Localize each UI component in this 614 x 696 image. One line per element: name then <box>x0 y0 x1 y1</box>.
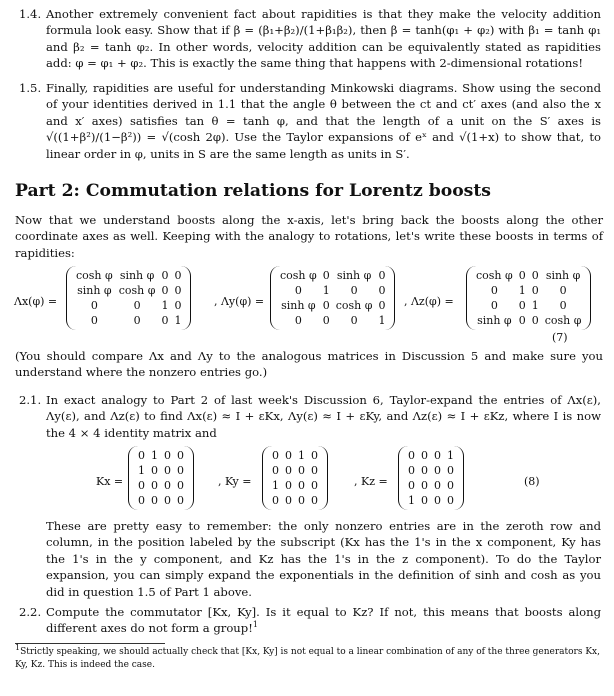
matrix-cell: cosh φ <box>335 299 373 312</box>
matrix-table <box>269 448 321 508</box>
matrix-table <box>405 448 457 508</box>
matrix-row <box>269 493 321 508</box>
matrix-cell: 0 <box>378 284 386 297</box>
matrix-cell: 1 <box>174 314 182 327</box>
matrix-cell: 0 <box>298 479 305 492</box>
matrix-cell: 0 <box>421 449 428 462</box>
matrix-cell: 0 <box>311 449 318 462</box>
item-1-5 <box>19 80 601 162</box>
lambda-z-matrix <box>466 266 591 330</box>
matrix-cell: 0 <box>298 464 305 477</box>
matrix-cell: 0 <box>518 299 526 312</box>
matrix-row <box>73 268 184 283</box>
matrix-cell: 0 <box>133 299 141 312</box>
matrix-cell: sinh φ <box>336 269 372 282</box>
matrix-cell: 0 <box>531 314 539 327</box>
item-number: 1.4. <box>19 7 42 21</box>
matrix-cell: 0 <box>90 314 98 327</box>
matrix-row <box>269 478 321 493</box>
item-2-2 <box>19 604 601 637</box>
matrix-cell: 0 <box>164 494 171 507</box>
matrix-row <box>269 463 321 478</box>
matrix-cell: 0 <box>164 479 171 492</box>
lambda-x-matrix <box>66 266 191 330</box>
matrix-cell: 0 <box>133 314 141 327</box>
footnote-text: Strictly speaking, we should actually check that [Kx, Ky] is not equal to a linear combination of any of the three generators Kx, Ky, Kz. This is indeed the case. <box>15 647 600 670</box>
item-text: Finally, rapidities are useful for understanding Minkowski diagrams. Show using the second of your identities derived in 1.1 that the angle θ between the ct and ct′ axes (and also the x and x′ axes) satisfies tan θ = tanh φ, and that the length of a unit on the S′ axes is √((1+β²)/(1−β²)) = √(cosh 2φ). Use the Taylor expansions of eˣ and √(1+x) to show that, to linear order in φ, units in S are the same length as units in S′. <box>46 81 601 161</box>
matrix-cell: 0 <box>285 494 292 507</box>
matrix-cell: 0 <box>311 464 318 477</box>
matrix-row <box>73 313 184 328</box>
matrix-cell: 0 <box>531 284 539 297</box>
matrix-row <box>135 493 187 508</box>
intro-paragraph: Now that we understand boosts along the x-axis, let's bring back the boosts along the other coordinate axes as well. Keeping with the analogy to rotations, let's write these boosts in terms of rapidities: <box>15 213 603 260</box>
matrix-cell: 0 <box>138 494 145 507</box>
matrix-cell: 1 <box>378 314 386 327</box>
matrix-row <box>405 448 457 463</box>
matrix-cell: 1 <box>161 299 169 312</box>
kz-matrix <box>398 446 464 510</box>
matrix-row <box>277 313 388 328</box>
matrix-cell: 0 <box>350 314 358 327</box>
matrix-cell: 0 <box>151 494 158 507</box>
matrix-cell: 0 <box>434 449 441 462</box>
matrix-cell: 0 <box>408 479 415 492</box>
matrix-cell: 0 <box>490 284 498 297</box>
lambda-y-label: , Λy(φ) = <box>214 295 265 308</box>
matrix-cell: cosh φ <box>118 284 156 297</box>
section-heading: Part 2: Commutation relations for Lorentz boosts <box>15 181 491 201</box>
matrix-cell: cosh φ <box>544 314 582 327</box>
matrix-cell: 0 <box>518 269 526 282</box>
matrix-cell: 0 <box>518 314 526 327</box>
matrix-cell: 0 <box>421 479 428 492</box>
equation-number: (7) <box>552 331 568 344</box>
kx-label: Kx = <box>96 475 124 488</box>
kx-matrix <box>128 446 194 510</box>
matrix-cell: 0 <box>285 449 292 462</box>
matrix-row <box>277 298 388 313</box>
matrix-row <box>73 283 184 298</box>
matrix-cell: 0 <box>272 464 279 477</box>
matrix-cell: 0 <box>421 494 428 507</box>
lambda-z-label: , Λz(φ) = <box>404 295 454 308</box>
matrix-cell: 0 <box>174 299 182 312</box>
matrix-cell: sinh φ <box>477 314 512 327</box>
matrix-row <box>405 493 457 508</box>
matrix-cell: 0 <box>350 284 358 297</box>
matrix-cell: 0 <box>559 299 567 312</box>
matrix-row <box>269 448 321 463</box>
item-text <box>46 604 601 637</box>
matrix-cell: 0 <box>138 449 145 462</box>
matrix-cell: cosh φ <box>76 269 113 282</box>
footnote <box>15 643 603 672</box>
matrix-table <box>277 268 388 328</box>
matrix-cell: sinh φ <box>281 299 316 312</box>
matrix-cell: 0 <box>378 269 386 282</box>
footnote-rule <box>15 643 165 644</box>
matrix-cell: 0 <box>174 284 182 297</box>
item-1-4 <box>19 6 601 72</box>
item-2-1-followup: These are pretty easy to remember: the only nonzero entries are in the zeroth row and column, in the position labeled by the subscript (Kx has the 1's in the x component, Ky has the 1's in the y component, and Kz has the 1's in the z component). To do the Taylor expansion, you can simply expand the exponentials in the definition of sinh and cosh as you did in question 1.5 of Part 1 above. <box>46 519 601 599</box>
matrix-cell: 0 <box>90 299 98 312</box>
matrix-cell: 0 <box>161 269 169 282</box>
matrix-cell: 0 <box>285 479 292 492</box>
item-number: 1.5. <box>19 81 42 95</box>
matrix-cell: 1 <box>151 449 158 462</box>
matrix-cell: cosh φ <box>280 269 317 282</box>
item-2-1 <box>19 392 601 441</box>
matrix-cell: 0 <box>322 299 330 312</box>
matrix-cell: 0 <box>311 479 318 492</box>
matrix-row <box>135 478 187 493</box>
item-text: Another extremely convenient fact about rapidities is that they make the velocity addition formula look easy. Show that if β = (β₁+β₂)/(1+β₁β₂), then β = tanh(φ₁ + φ₂) with β₁ = tanh φ₁ and β₂ = tanh φ₂. In other words, velocity addition can be equivalently stated as rapidities add: φ = φ₁ + φ₂. This is exactly the same thing that happens with 2-dimensional rotations! <box>46 7 601 71</box>
kz-label: , Kz = <box>354 475 388 488</box>
matrix-cell: 1 <box>322 284 330 297</box>
matrix-cell: 0 <box>311 494 318 507</box>
matrix-cell: 0 <box>138 479 145 492</box>
matrix-cell: 0 <box>378 299 386 312</box>
lambda-x-label: Λx(φ) = <box>14 295 58 308</box>
matrix-cell: sinh φ <box>77 284 112 297</box>
matrix-cell: 0 <box>151 479 158 492</box>
matrix-cell: 0 <box>174 269 182 282</box>
matrix-cell: 0 <box>151 464 158 477</box>
matrix-cell: 0 <box>177 449 184 462</box>
matrix-row <box>73 298 184 313</box>
footnote-ref: 1 <box>252 620 258 630</box>
matrix-cell: 0 <box>161 284 169 297</box>
matrix-cell: cosh φ <box>476 269 513 282</box>
matrix-cell: 1 <box>272 479 279 492</box>
item-text-content: Compute the commutator [Kx, Ky]. Is it equal to Kz? If not, this means that boosts along different axes do not form a group! <box>46 605 601 636</box>
compare-paragraph: (You should compare Λx and Λy to the analogous matrices in Discussion 5 and make sure you understand where the nonzero entries go.) <box>15 349 603 380</box>
matrix-cell: 0 <box>490 299 498 312</box>
matrix-row <box>135 463 187 478</box>
matrix-cell: 0 <box>272 494 279 507</box>
matrix-cell: sinh φ <box>119 269 155 282</box>
matrix-cell: 1 <box>531 299 539 312</box>
matrix-cell: 0 <box>434 464 441 477</box>
matrix-cell: 0 <box>294 314 302 327</box>
matrix-row <box>473 283 584 298</box>
matrix-row <box>473 268 584 283</box>
matrix-cell: sinh φ <box>545 269 581 282</box>
matrix-row <box>473 298 584 313</box>
matrix-row <box>277 268 388 283</box>
matrix-cell: 0 <box>177 464 184 477</box>
matrix-cell: 0 <box>177 494 184 507</box>
matrix-cell: 0 <box>447 464 454 477</box>
matrix-cell: 0 <box>559 284 567 297</box>
equation-number: (8) <box>524 475 540 488</box>
matrix-row <box>135 448 187 463</box>
matrix-cell: 0 <box>421 464 428 477</box>
matrix-cell: 0 <box>434 479 441 492</box>
matrix-cell: 0 <box>322 269 330 282</box>
matrix-cell: 0 <box>531 269 539 282</box>
matrix-cell: 0 <box>447 479 454 492</box>
matrix-table <box>473 268 584 328</box>
matrix-cell: 0 <box>177 479 184 492</box>
item-number: 2.1. <box>19 393 42 407</box>
matrix-row <box>405 478 457 493</box>
matrix-cell: 1 <box>518 284 526 297</box>
matrix-cell: 0 <box>447 494 454 507</box>
item-text: In exact analogy to Part 2 of last week's Discussion 6, Taylor-expand the entries of Λx(ε), Λy(ε), and Λz(ε) to find Λx(ε) ≈ I + εKx, Λy(ε) ≈ I + εKy, and Λz(ε) ≈ I + εKz, where I is now the 4 × 4 identity matrix and <box>46 393 601 440</box>
matrix-cell: 0 <box>164 464 171 477</box>
lambda-y-matrix <box>270 266 395 330</box>
item-number: 2.2. <box>19 605 42 619</box>
matrix-cell: 0 <box>408 464 415 477</box>
matrix-cell: 0 <box>408 449 415 462</box>
matrix-row <box>405 463 457 478</box>
matrix-row <box>473 313 584 328</box>
matrix-cell: 0 <box>164 449 171 462</box>
matrix-cell: 1 <box>138 464 145 477</box>
matrix-cell: 0 <box>434 494 441 507</box>
matrix-cell: 1 <box>298 449 305 462</box>
matrix-cell: 0 <box>272 449 279 462</box>
matrix-cell: 0 <box>294 284 302 297</box>
matrix-cell: 1 <box>408 494 415 507</box>
matrix-cell: 0 <box>322 314 330 327</box>
matrix-table <box>73 268 184 328</box>
matrix-cell: 0 <box>285 464 292 477</box>
matrix-row <box>277 283 388 298</box>
matrix-table <box>135 448 187 508</box>
footnote-mark: 1 <box>15 643 21 652</box>
matrix-cell: 1 <box>447 449 454 462</box>
matrix-cell: 0 <box>298 494 305 507</box>
ky-label: , Ky = <box>218 475 252 488</box>
matrix-cell: 0 <box>161 314 169 327</box>
ky-matrix <box>262 446 328 510</box>
